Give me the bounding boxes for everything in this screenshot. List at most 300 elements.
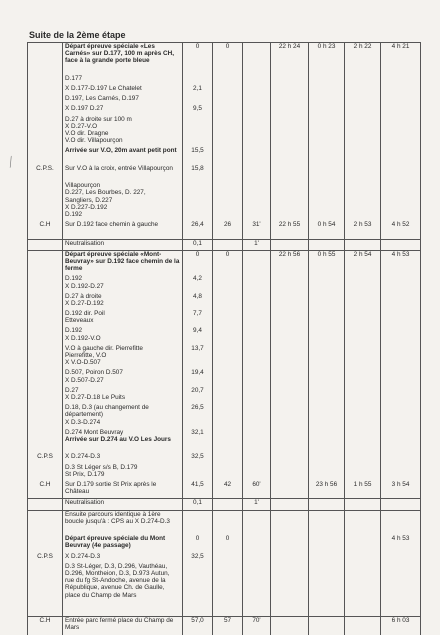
route-line: X D.227-D.192 xyxy=(65,203,108,211)
control-code-cell xyxy=(28,293,63,310)
value-cell-c9 xyxy=(381,499,421,510)
control-code-cell xyxy=(28,275,63,292)
value-cell-c8 xyxy=(345,464,381,481)
route-description-cell xyxy=(63,116,183,148)
value-cell-c6 xyxy=(271,310,309,327)
value-cell-c4 xyxy=(213,453,243,463)
value-cell-c8 xyxy=(345,429,381,454)
route-line: Sur D.179 sortie St Prix après le Château xyxy=(65,481,157,496)
value-cell-c8 xyxy=(345,275,381,292)
value-cell-c5 xyxy=(243,345,271,370)
table-row xyxy=(28,563,421,617)
control-code-cell xyxy=(28,116,63,148)
route-line: Sur D.192 face chemin à gauche xyxy=(65,221,159,229)
value-cell-c3 xyxy=(183,563,213,617)
value-cell-c7 xyxy=(309,387,345,404)
route-line: Arrivée sur D.274 au V.O Les Jours xyxy=(65,436,171,444)
value-cell-c9 xyxy=(381,553,421,563)
control-code-cell xyxy=(28,75,63,85)
route-line: X D.27-D.192 xyxy=(65,299,104,307)
value-cell-c5 xyxy=(243,116,271,148)
route-line: V.O dir. Dragne xyxy=(65,129,109,137)
value-cell-c7 xyxy=(309,75,345,85)
value-cell-c5: 70' xyxy=(243,617,271,635)
value-cell-c3 xyxy=(183,116,213,148)
route-line: Départ épreuve spéciale du Mont Beuvray (4e passage) xyxy=(65,535,166,550)
value-cell-c5: 1' xyxy=(243,239,271,250)
value-cell-c4 xyxy=(213,310,243,327)
route-line: D.507, Poiron D.507 xyxy=(65,369,123,377)
route-line: X D.507-D.27 xyxy=(65,376,104,384)
value-cell-c3: 9,4 xyxy=(183,327,213,344)
route-description-cell xyxy=(63,404,183,429)
value-cell-c7 xyxy=(309,327,345,344)
value-cell-c4: 42 xyxy=(213,481,243,499)
value-cell-c6 xyxy=(271,275,309,292)
control-code-cell xyxy=(28,310,63,327)
value-cell-c6 xyxy=(271,239,309,250)
value-cell-c5 xyxy=(243,310,271,327)
margin-pencil-mark: ⟋ xyxy=(3,153,19,171)
value-cell-c5 xyxy=(243,293,271,310)
control-code-cell xyxy=(28,95,63,105)
value-cell-c9 xyxy=(381,75,421,85)
value-cell-c4: 26 xyxy=(213,221,243,239)
route-line: X D.27-D.18 Le Puits xyxy=(65,394,126,402)
value-cell-c4 xyxy=(213,293,243,310)
value-cell-c7 xyxy=(309,499,345,510)
table-row xyxy=(28,481,421,499)
route-line: X D.177-D.197 Le Chatelet xyxy=(65,84,142,92)
value-cell-c7 xyxy=(309,105,345,115)
value-cell-c7 xyxy=(309,293,345,310)
value-cell-c8 xyxy=(345,182,381,221)
value-cell-c4 xyxy=(213,75,243,85)
value-cell-c9 xyxy=(381,404,421,429)
value-cell-c6 xyxy=(271,553,309,563)
value-cell-c7 xyxy=(309,239,345,250)
control-code-cell xyxy=(28,535,63,552)
route-line: X D.192-D.27 xyxy=(65,282,104,290)
value-cell-c4 xyxy=(213,553,243,563)
route-line: D.197, Les Carnés, D.197 xyxy=(65,95,139,103)
route-line: Neutralisation xyxy=(65,499,105,507)
route-line: Sangliers, D.227 xyxy=(65,196,113,204)
value-cell-c9 xyxy=(381,275,421,292)
value-cell-c3: 32,1 xyxy=(183,429,213,454)
table-row xyxy=(28,510,421,535)
route-line: Sur V.O à la croix, entrée Villapourçon xyxy=(65,164,173,172)
route-line: Départ épreuve spéciale «Mont-Beuvray» sur D.192 face chemin de la ferme xyxy=(65,250,180,273)
value-cell-c5 xyxy=(243,404,271,429)
route-description-cell xyxy=(63,553,183,563)
table-row xyxy=(28,327,421,344)
value-cell-c7 xyxy=(309,464,345,481)
value-cell-c5 xyxy=(243,464,271,481)
value-cell-c5 xyxy=(243,553,271,563)
value-cell-c5 xyxy=(243,95,271,105)
value-cell-c8 xyxy=(345,116,381,148)
control-code-cell: C.H xyxy=(28,617,63,635)
route-description-cell xyxy=(63,221,183,239)
value-cell-c6 xyxy=(271,165,309,182)
route-description-cell xyxy=(63,95,183,105)
control-code-cell xyxy=(28,387,63,404)
table-row xyxy=(28,182,421,221)
control-code-cell xyxy=(28,182,63,221)
value-cell-c6 xyxy=(271,453,309,463)
value-cell-c3 xyxy=(183,510,213,535)
value-cell-c7 xyxy=(309,310,345,327)
control-code-cell: C.P.S xyxy=(28,553,63,563)
control-code-cell xyxy=(28,147,63,164)
value-cell-c4 xyxy=(213,327,243,344)
route-description-cell xyxy=(63,617,183,635)
route-line: D.192 xyxy=(65,210,83,218)
value-cell-c9 xyxy=(381,464,421,481)
route-description-cell xyxy=(63,563,183,617)
value-cell-c7 xyxy=(309,404,345,429)
value-cell-c6 xyxy=(271,499,309,510)
value-cell-c6 xyxy=(271,510,309,535)
value-cell-c3: 0,1 xyxy=(183,499,213,510)
value-cell-c9 xyxy=(381,165,421,182)
value-cell-c4 xyxy=(213,165,243,182)
route-description-cell xyxy=(63,105,183,115)
value-cell-c7: 0 h 54 xyxy=(309,221,345,239)
value-cell-c7 xyxy=(309,510,345,535)
value-cell-c8 xyxy=(345,387,381,404)
value-cell-c9 xyxy=(381,116,421,148)
value-cell-c6 xyxy=(271,95,309,105)
route-line: X D.27-V.O xyxy=(65,122,98,130)
value-cell-c3: 19,4 xyxy=(183,369,213,386)
value-cell-c3 xyxy=(183,75,213,85)
table-row xyxy=(28,345,421,370)
route-line: D.27 xyxy=(65,386,79,394)
route-line: Pierrefitte, V.O xyxy=(65,352,107,360)
value-cell-c3: 32,5 xyxy=(183,453,213,463)
value-cell-c9 xyxy=(381,95,421,105)
value-cell-c9 xyxy=(381,563,421,617)
route-description-cell xyxy=(63,310,183,327)
value-cell-c9: 4 h 53 xyxy=(381,250,421,275)
value-cell-c9: 4 h 52 xyxy=(381,221,421,239)
value-cell-c9 xyxy=(381,429,421,454)
value-cell-c5: 60' xyxy=(243,481,271,499)
value-cell-c6 xyxy=(271,182,309,221)
route-line: Entrée parc fermé place du Champ de Mars xyxy=(65,617,174,632)
table-row xyxy=(28,250,421,275)
table-row xyxy=(28,75,421,85)
control-code-cell xyxy=(28,404,63,429)
value-cell-c9 xyxy=(381,239,421,250)
value-cell-c8 xyxy=(345,453,381,463)
route-description-cell xyxy=(63,453,183,463)
value-cell-c8 xyxy=(345,345,381,370)
value-cell-c4 xyxy=(213,510,243,535)
table-row xyxy=(28,165,421,182)
value-cell-c5 xyxy=(243,535,271,552)
table-row xyxy=(28,535,421,552)
route-line: V.O à gauche dir. Pierrefitte xyxy=(65,344,143,352)
value-cell-c5: 31' xyxy=(243,221,271,239)
value-cell-c9 xyxy=(381,510,421,535)
route-line: X V.O-D.507 xyxy=(65,359,101,367)
value-cell-c6 xyxy=(271,75,309,85)
control-code-cell: C.P.S. xyxy=(28,165,63,182)
value-cell-c8 xyxy=(345,563,381,617)
control-code-cell: C.H xyxy=(28,221,63,239)
value-cell-c5 xyxy=(243,250,271,275)
value-cell-c3: 0 xyxy=(183,250,213,275)
route-description-cell xyxy=(63,327,183,344)
table-row xyxy=(28,453,421,463)
value-cell-c3: 7,7 xyxy=(183,310,213,327)
value-cell-c8 xyxy=(345,553,381,563)
value-cell-c8 xyxy=(345,310,381,327)
value-cell-c7: 0 h 23 xyxy=(309,43,345,75)
route-line: D.177 xyxy=(65,74,83,82)
table-row xyxy=(28,239,421,250)
route-description-cell xyxy=(63,147,183,164)
value-cell-c8 xyxy=(345,95,381,105)
value-cell-c4 xyxy=(213,369,243,386)
value-cell-c4: 0 xyxy=(213,535,243,552)
value-cell-c4 xyxy=(213,464,243,481)
route-description-cell xyxy=(63,345,183,370)
route-description-cell xyxy=(63,239,183,250)
route-description-cell xyxy=(63,275,183,292)
value-cell-c5 xyxy=(243,43,271,75)
value-cell-c4 xyxy=(213,499,243,510)
value-cell-c9 xyxy=(381,105,421,115)
route-line: V.O dir. Villapourçon xyxy=(65,137,123,145)
route-description-cell xyxy=(63,481,183,499)
value-cell-c3: 2,1 xyxy=(183,85,213,95)
table-row xyxy=(28,499,421,510)
value-cell-c7 xyxy=(309,553,345,563)
value-cell-c3: 26,4 xyxy=(183,221,213,239)
table-row xyxy=(28,310,421,327)
value-cell-c6 xyxy=(271,387,309,404)
value-cell-c9 xyxy=(381,147,421,164)
value-cell-c6 xyxy=(271,464,309,481)
route-description-cell xyxy=(63,165,183,182)
table-row xyxy=(28,369,421,386)
route-line: St Prix, D.179 xyxy=(65,470,105,478)
table-row xyxy=(28,275,421,292)
value-cell-c6: 22 h 56 xyxy=(271,250,309,275)
control-code-cell xyxy=(28,239,63,250)
control-code-cell xyxy=(28,327,63,344)
value-cell-c3: 0 xyxy=(183,43,213,75)
value-cell-c8 xyxy=(345,369,381,386)
value-cell-c8: 2 h 54 xyxy=(345,250,381,275)
table-row xyxy=(28,85,421,95)
route-description-cell xyxy=(63,429,183,454)
table-row xyxy=(28,387,421,404)
value-cell-c9: 4 h 53 xyxy=(381,535,421,552)
value-cell-c4: 0 xyxy=(213,250,243,275)
value-cell-c7 xyxy=(309,95,345,105)
value-cell-c3: 57,0 xyxy=(183,617,213,635)
value-cell-c4: 0 xyxy=(213,43,243,75)
value-cell-c6 xyxy=(271,369,309,386)
value-cell-c6 xyxy=(271,535,309,552)
value-cell-c4 xyxy=(213,345,243,370)
value-cell-c5 xyxy=(243,387,271,404)
table-row xyxy=(28,116,421,148)
route-line: X D.274-D.3 xyxy=(65,552,101,560)
route-description-cell xyxy=(63,43,183,75)
value-cell-c4 xyxy=(213,147,243,164)
table-row xyxy=(28,147,421,164)
value-cell-c5 xyxy=(243,85,271,95)
value-cell-c4 xyxy=(213,105,243,115)
value-cell-c9 xyxy=(381,369,421,386)
control-code-cell: C.P.S xyxy=(28,453,63,463)
value-cell-c3 xyxy=(183,95,213,105)
value-cell-c7: 0 h 55 xyxy=(309,250,345,275)
value-cell-c5 xyxy=(243,105,271,115)
control-code-cell xyxy=(28,345,63,370)
route-description-cell xyxy=(63,510,183,535)
value-cell-c6 xyxy=(271,147,309,164)
value-cell-c5 xyxy=(243,75,271,85)
route-description-cell xyxy=(63,85,183,95)
control-code-cell xyxy=(28,464,63,481)
value-cell-c6 xyxy=(271,481,309,499)
table-row xyxy=(28,404,421,429)
value-cell-c4 xyxy=(213,404,243,429)
route-line: X D.274-D.3 xyxy=(65,453,101,461)
value-cell-c7 xyxy=(309,453,345,463)
table-row xyxy=(28,617,421,635)
value-cell-c5 xyxy=(243,275,271,292)
value-cell-c7 xyxy=(309,535,345,552)
value-cell-c3: 15,5 xyxy=(183,147,213,164)
value-cell-c7 xyxy=(309,165,345,182)
value-cell-c6 xyxy=(271,105,309,115)
value-cell-c3: 13,7 xyxy=(183,345,213,370)
value-cell-c5 xyxy=(243,429,271,454)
value-cell-c3: 0,1 xyxy=(183,239,213,250)
route-description-cell xyxy=(63,293,183,310)
route-line: D.3 St Léger s/s B, D.179 xyxy=(65,463,138,471)
value-cell-c7 xyxy=(309,182,345,221)
route-description-cell xyxy=(63,499,183,510)
route-line: D.3 St-Léger, D.3, D.296, Vauthéau, D.296, Montheion, D.3, D.973 Autun, rue du fg St-Andoche, avenue de la République, avenue Ch. de Gaulle, place du Champ de Mars xyxy=(65,562,170,599)
route-line: D.274 Mont Beuvray xyxy=(65,428,124,436)
value-cell-c9 xyxy=(381,345,421,370)
value-cell-c7 xyxy=(309,617,345,635)
control-code-cell xyxy=(28,43,63,75)
value-cell-c3 xyxy=(183,464,213,481)
route-line: Etteveaux xyxy=(65,317,94,325)
value-cell-c4: 57 xyxy=(213,617,243,635)
value-cell-c9: 3 h 54 xyxy=(381,481,421,499)
value-cell-c6 xyxy=(271,429,309,454)
route-line: Arrivée sur V.O, 20m avant petit pont xyxy=(65,147,177,155)
value-cell-c8 xyxy=(345,617,381,635)
value-cell-c6 xyxy=(271,617,309,635)
value-cell-c9 xyxy=(381,453,421,463)
value-cell-c5 xyxy=(243,369,271,386)
value-cell-c9 xyxy=(381,293,421,310)
table-row xyxy=(28,293,421,310)
value-cell-c9 xyxy=(381,310,421,327)
value-cell-c4 xyxy=(213,387,243,404)
value-cell-c8 xyxy=(345,165,381,182)
value-cell-c6 xyxy=(271,116,309,148)
route-line: Neutralisation xyxy=(65,239,105,247)
value-cell-c7 xyxy=(309,345,345,370)
value-cell-c4 xyxy=(213,95,243,105)
value-cell-c8 xyxy=(345,327,381,344)
value-cell-c6 xyxy=(271,85,309,95)
value-cell-c5: 1' xyxy=(243,499,271,510)
value-cell-c5 xyxy=(243,510,271,535)
table-row xyxy=(28,95,421,105)
route-description-cell xyxy=(63,250,183,275)
route-line: D.192 xyxy=(65,327,83,335)
value-cell-c6 xyxy=(271,345,309,370)
value-cell-c6 xyxy=(271,293,309,310)
table-row xyxy=(28,43,421,75)
value-cell-c8: 1 h 55 xyxy=(345,481,381,499)
value-cell-c8: 2 h 22 xyxy=(345,43,381,75)
route-description-cell xyxy=(63,387,183,404)
route-line: X D.197 D.27 xyxy=(65,105,104,113)
route-line: D.227, Les Bourbes, D. 227, xyxy=(65,189,146,197)
route-description-cell xyxy=(63,464,183,481)
value-cell-c4 xyxy=(213,182,243,221)
value-cell-c8 xyxy=(345,499,381,510)
road-book-table xyxy=(27,42,421,635)
value-cell-c7 xyxy=(309,369,345,386)
value-cell-c9 xyxy=(381,387,421,404)
route-description-cell xyxy=(63,75,183,85)
control-code-cell xyxy=(28,250,63,275)
value-cell-c3: 0 xyxy=(183,535,213,552)
value-cell-c7 xyxy=(309,85,345,95)
value-cell-c8: 2 h 53 xyxy=(345,221,381,239)
value-cell-c7 xyxy=(309,116,345,148)
control-code-cell xyxy=(28,510,63,535)
value-cell-c8 xyxy=(345,293,381,310)
route-line: Ensuite parcours identique à 1ère boucle jusqu'à : CPS au X D.274-D.3 xyxy=(65,510,170,525)
control-code-cell xyxy=(28,429,63,454)
value-cell-c8 xyxy=(345,75,381,85)
route-line: D.192 xyxy=(65,275,83,283)
table-row xyxy=(28,553,421,563)
value-cell-c5 xyxy=(243,453,271,463)
value-cell-c4 xyxy=(213,239,243,250)
value-cell-c9: 4 h 21 xyxy=(381,43,421,75)
value-cell-c8 xyxy=(345,239,381,250)
route-line: X D.3-D.274 xyxy=(65,418,101,426)
route-line: X D.192-V.O xyxy=(65,334,101,342)
value-cell-c5 xyxy=(243,563,271,617)
value-cell-c5 xyxy=(243,327,271,344)
value-cell-c4 xyxy=(213,429,243,454)
value-cell-c5 xyxy=(243,182,271,221)
value-cell-c7 xyxy=(309,147,345,164)
value-cell-c4 xyxy=(213,563,243,617)
value-cell-c3: 41,5 xyxy=(183,481,213,499)
value-cell-c9: 6 h 03 xyxy=(381,617,421,635)
